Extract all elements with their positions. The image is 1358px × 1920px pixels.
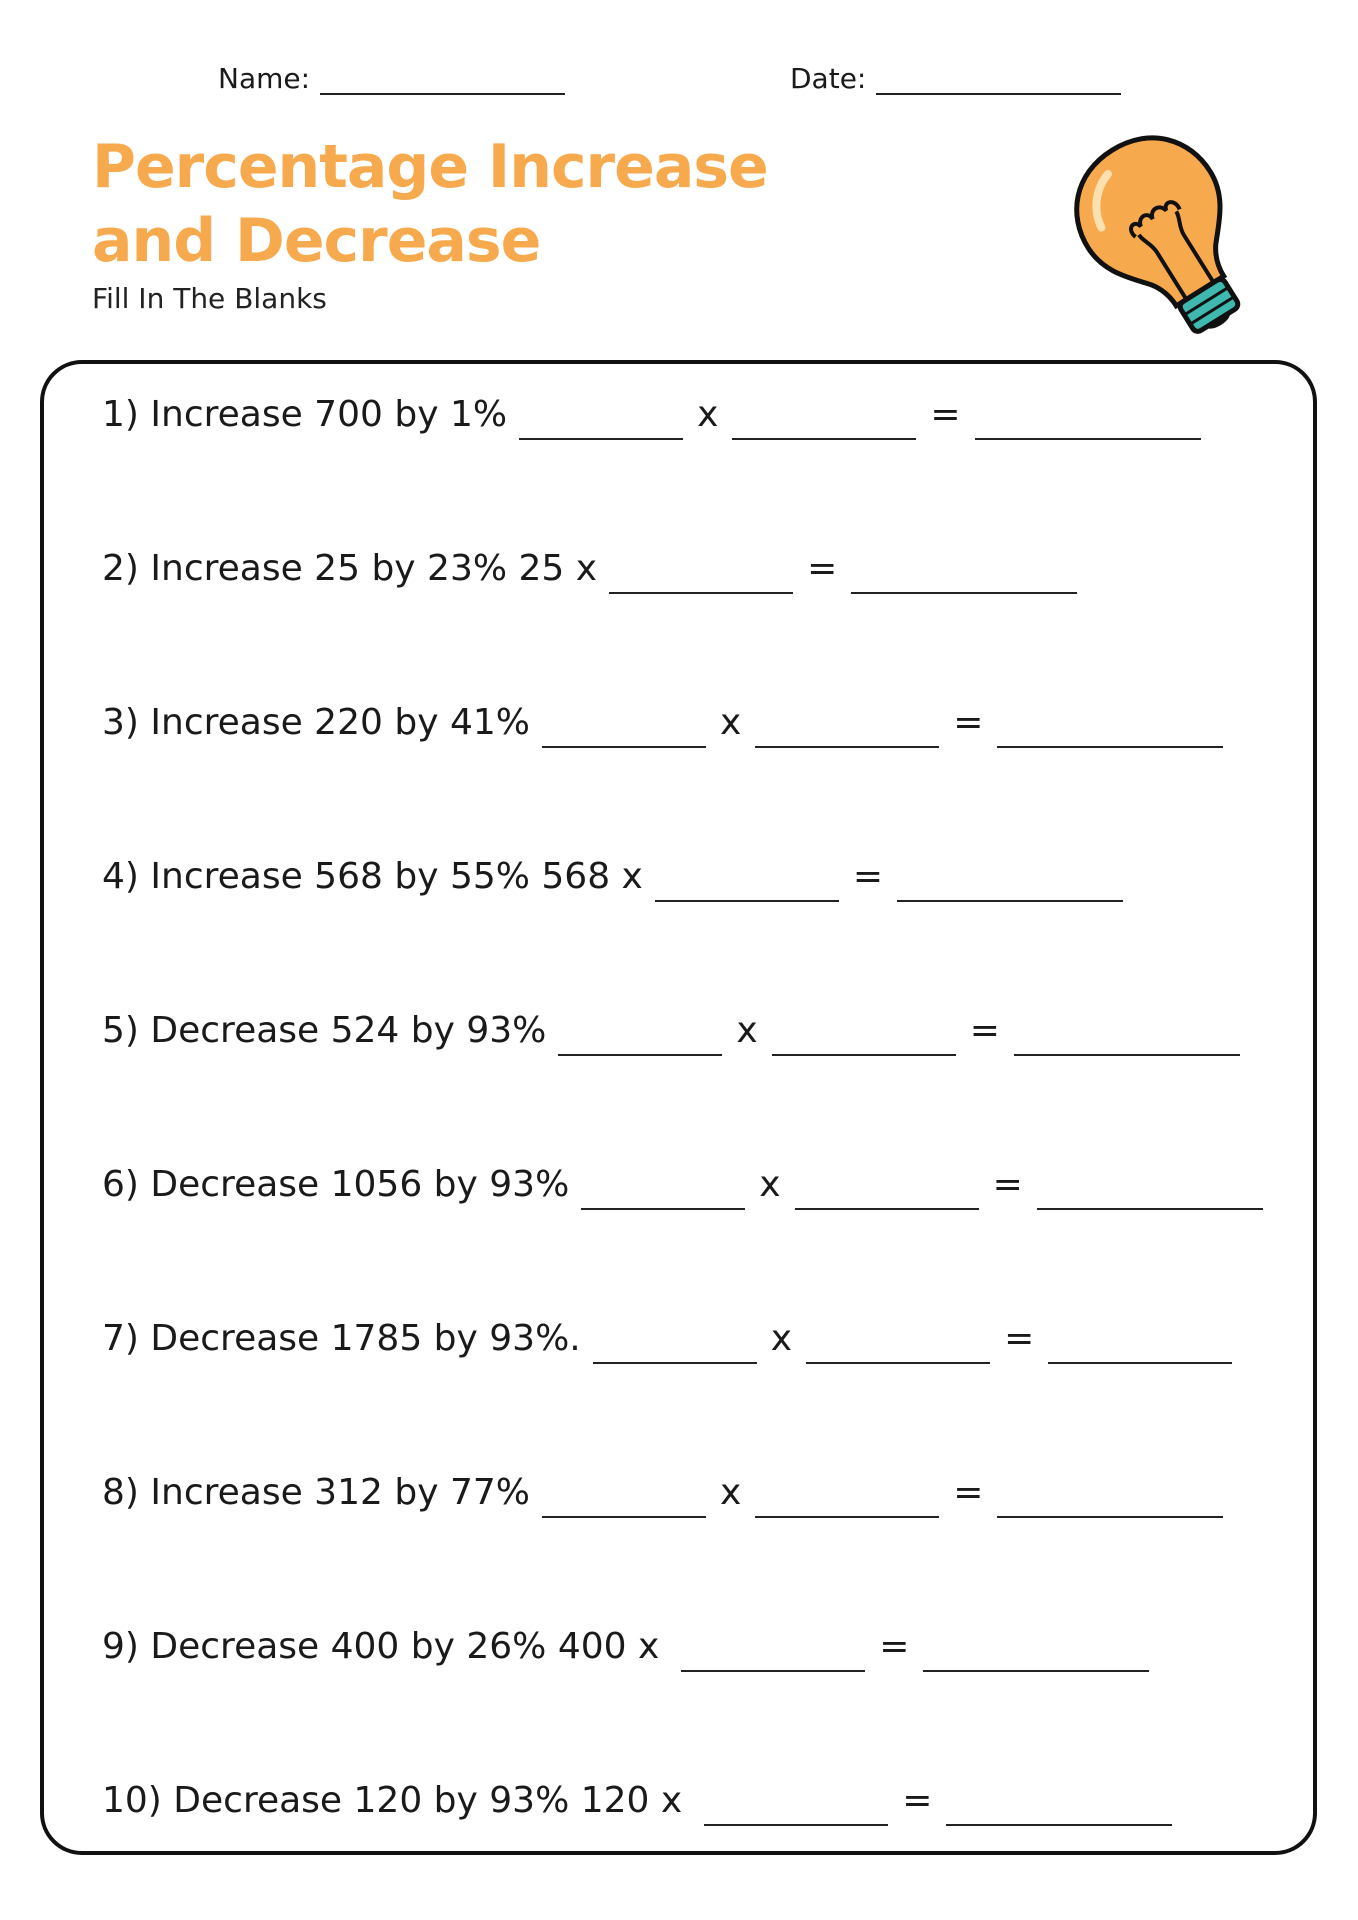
answer-blank-3[interactable] (997, 710, 1223, 748)
question-text: 3) Increase 220 by 41% (102, 702, 530, 743)
equals-sign: = (807, 548, 838, 589)
answer-blank-1[interactable] (542, 710, 706, 748)
question-text: 5) Decrease 524 by 93% (102, 1010, 547, 1051)
name-label: Name: (218, 62, 311, 95)
date-field (790, 62, 1121, 95)
answer-blank-2[interactable] (732, 402, 916, 440)
date-blank[interactable] (876, 63, 1121, 95)
answer-blank-1[interactable] (558, 1018, 722, 1056)
question-text: 9) Decrease 400 by 26% 400 x (102, 1626, 660, 1667)
answer-blank-1[interactable] (542, 1480, 706, 1518)
answer-blank-2[interactable] (897, 864, 1123, 902)
equals-sign: = (879, 1626, 910, 1667)
answer-blank-3[interactable] (997, 1480, 1223, 1518)
equals-sign: = (902, 1780, 933, 1821)
equals-sign: = (953, 702, 984, 743)
worksheet-subtitle: Fill In The Blanks (92, 282, 327, 315)
question-3 (102, 698, 1223, 748)
answer-blank-2[interactable] (923, 1634, 1149, 1672)
times-sign: x (697, 394, 719, 435)
question-text: 6) Decrease 1056 by 93% (102, 1164, 570, 1205)
question-text: 10) Decrease 120 by 93% 120 x (102, 1780, 683, 1821)
question-text: 7) Decrease 1785 by 93%. (102, 1318, 581, 1359)
times-sign: x (759, 1164, 781, 1205)
question-7 (102, 1314, 1232, 1364)
answer-blank-3[interactable] (1048, 1326, 1232, 1364)
answer-blank-2[interactable] (851, 556, 1077, 594)
name-blank[interactable] (320, 63, 565, 95)
times-sign: x (719, 702, 742, 743)
question-8 (102, 1468, 1223, 1518)
question-9 (102, 1622, 1149, 1672)
answer-blank-3[interactable] (975, 402, 1201, 440)
light-bulb-icon (1065, 125, 1265, 345)
answer-blank-1[interactable] (655, 864, 839, 902)
answer-blank-3[interactable] (1037, 1172, 1263, 1210)
date-label: Date: (790, 62, 867, 95)
question-text: 8) Increase 312 by 77% (102, 1472, 530, 1513)
equals-sign: = (852, 856, 884, 897)
question-10 (102, 1776, 1172, 1826)
worksheet-title: Percentage Increase and Decrease (92, 132, 768, 276)
answer-blank-3[interactable] (1014, 1018, 1240, 1056)
name-field (218, 62, 565, 95)
answer-blank-2[interactable] (755, 710, 939, 748)
answer-blank-2[interactable] (755, 1480, 939, 1518)
answer-blank-1[interactable] (519, 402, 683, 440)
times-sign: x (719, 1472, 742, 1513)
answer-blank-2[interactable] (772, 1018, 956, 1056)
answer-blank-1[interactable] (581, 1172, 745, 1210)
question-6 (102, 1160, 1263, 1210)
answer-blank-2[interactable] (795, 1172, 979, 1210)
question-4 (102, 852, 1123, 902)
answer-blank-1[interactable] (593, 1326, 757, 1364)
question-text: 4) Increase 568 by 55% 568 x (102, 856, 643, 897)
answer-blank-1[interactable] (609, 556, 793, 594)
question-5 (102, 1006, 1240, 1056)
equals-sign: = (992, 1164, 1023, 1205)
answer-blank-1[interactable] (681, 1634, 865, 1672)
equals-sign: = (1004, 1318, 1035, 1359)
answer-blank-1[interactable] (704, 1788, 888, 1826)
equals-sign: = (969, 1010, 1000, 1051)
question-text: 1) Increase 700 by 1% (102, 394, 508, 435)
answer-blank-2[interactable] (946, 1788, 1172, 1826)
answer-blank-2[interactable] (806, 1326, 990, 1364)
question-2 (102, 544, 1077, 594)
equals-sign: = (953, 1472, 984, 1513)
times-sign: x (770, 1318, 793, 1359)
question-text: 2) Increase 25 by 23% 25 x (102, 548, 598, 589)
equals-sign: = (930, 394, 961, 435)
question-1 (102, 390, 1201, 440)
times-sign: x (736, 1010, 758, 1051)
